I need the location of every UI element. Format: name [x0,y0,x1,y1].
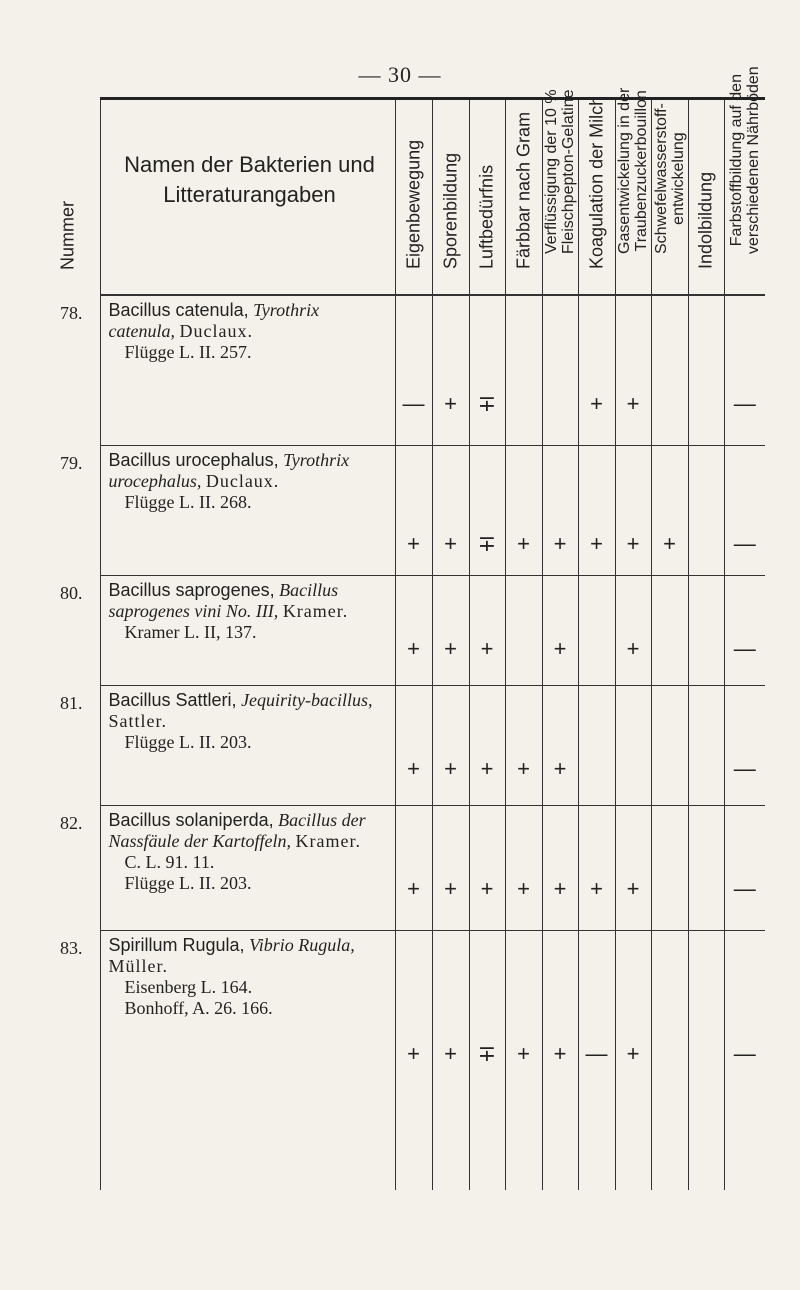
bacterium-name: Bacillus saprogenes, [108,579,275,600]
header-faerbbar: Färbbar nach Gram [505,100,542,295]
author: Müller. [108,955,168,976]
table-row [100,930,765,1190]
row-number: 78. [60,303,83,323]
property-mark: + [407,755,420,781]
author: Kramer. [295,830,361,851]
header-nummer-label: Nummer [57,200,78,270]
literature-reference: Flügge L. II. 203. [124,731,252,752]
property-mark: + [517,530,530,556]
header-koagulation: Koagulation der Milch [578,100,615,295]
synonym: Bacillus der Nassfäule der Kartoffeln, [108,809,366,851]
property-mark: + [626,391,640,416]
row-number: 83. [60,938,83,958]
property-mark: — [733,875,756,901]
literature-reference: Kramer L. II, 137. [124,621,257,642]
synonym: Jequirity-bacillus, [241,689,373,710]
bacterium-name: Bacillus catenula, [108,300,249,320]
property-mark: + [444,755,457,781]
property-mark: + [553,530,567,556]
property-mark: + [444,1040,457,1066]
property-mark [652,576,688,636]
header-eigenbewegung: Eigenbewegung [395,100,432,295]
property-mark: + [517,1040,530,1066]
author: Duclaux. [205,470,280,491]
property-mark [506,296,542,391]
property-mark: + [663,530,676,556]
header-name-line2: Litteraturangaben [163,182,336,207]
table-row [100,295,765,445]
header-farbstoffbildung: Farbstoffbildung auf den verschiedenen Nährböden [724,100,765,295]
literature-reference: Bonhoff, A. 26. 166. [124,997,273,1018]
property-mark [652,296,688,391]
synonym: Tyrothrix catenula, [108,300,320,341]
literature-reference: Flügge L. II. 268. [124,491,252,512]
property-mark: — [402,391,425,416]
bacterium-description [101,296,395,363]
header-name [100,100,395,295]
property-mark: — [733,1040,756,1066]
page-number: — 30 — [358,62,442,87]
property-mark [652,686,688,756]
author: Duclaux. [179,321,253,341]
synonym: Tyrothrix urocephalus, [108,449,350,491]
property-mark: + [626,530,640,556]
property-mark: + [590,530,603,556]
author: Sattler. [108,710,167,731]
row-number: 80. [60,583,83,603]
literature-reference: Flügge L. II. 203. [124,872,252,893]
bacterium-name: Bacillus Sattleri, [108,689,237,710]
bacterium-description [101,931,395,1019]
property-mark: — [733,635,756,661]
property-mark: + [553,635,567,661]
bacterium-description [101,446,395,513]
property-mark: + [590,391,603,416]
property-mark: ∓ [477,1040,497,1066]
table-row [100,575,765,685]
author: Kramer. [282,600,349,621]
property-mark: + [590,875,603,901]
table-row [100,685,765,805]
literature-reference: Flügge L. II. 257. [124,342,252,362]
property-mark [543,296,578,391]
bacterium-name: Spirillum Rugula, [108,934,245,955]
property-mark: + [480,635,494,661]
row-number: 81. [60,693,83,713]
header-name-line1: Namen der Bakterien und [124,152,375,177]
header-gasentwickelung: Gasentwickelung in der Traubenzuckerbouillon [615,100,651,295]
property-mark: + [626,635,640,661]
property-mark: + [407,1040,420,1066]
bacterium-name: Bacillus solaniperda, [108,809,274,830]
header-verfluessigung: Verflüssigung der 10 % Fleischpepton-Gelatine [542,100,578,295]
property-mark [579,576,615,636]
property-mark: ∓ [477,530,497,556]
synonym: Vibrio Rugula, [249,934,355,955]
synonym: Bacillus saprogenes vini No. III, [108,579,339,621]
property-mark: + [444,391,457,416]
property-mark [506,576,542,636]
property-mark: + [553,1040,567,1066]
property-mark: — [585,1040,608,1066]
property-mark [689,446,724,531]
bacterium-description [101,686,395,753]
property-mark [689,296,724,391]
header-schwefelwasserstoff: Schwefelwasserstoff- entwickelung [651,100,688,295]
property-mark: + [517,875,530,901]
header-indolbildung: Indolbildung [688,100,724,295]
property-mark: — [733,530,756,556]
property-mark [652,931,688,1041]
literature-reference: Eisenberg L. 164. [124,976,253,997]
property-mark [652,806,688,876]
property-mark: + [517,755,530,781]
property-mark [579,686,615,756]
property-mark: — [733,391,756,416]
property-mark: + [553,755,567,781]
property-mark: + [444,530,457,556]
property-mark [689,806,724,876]
property-mark [689,686,724,756]
property-mark: + [444,875,457,901]
table-row [100,805,765,930]
property-mark: + [626,875,640,901]
property-mark: + [444,635,457,661]
property-mark: + [407,530,420,556]
header-luftbeduerfnis: Luftbedürfnis [469,100,505,295]
header-row [100,100,765,295]
property-mark: ∓ [477,391,497,416]
property-mark [689,931,724,1041]
property-mark [616,686,651,756]
property-mark: + [407,875,420,901]
property-mark [689,576,724,636]
header-sporenbildung: Sporenbildung [432,100,469,295]
row-number: 82. [60,813,83,833]
property-mark: + [553,875,567,901]
property-mark: + [480,875,494,901]
bacterium-name: Bacillus urocephalus, [108,449,279,470]
bacterium-description [101,576,395,643]
property-mark: — [733,755,756,781]
property-mark: + [480,755,494,781]
literature-reference: C. L. 91. 11. [124,851,215,872]
row-number: 79. [60,453,83,473]
table-row [100,445,765,575]
property-mark: + [407,635,420,661]
property-mark: + [626,1040,640,1066]
bacterium-description [101,806,395,894]
